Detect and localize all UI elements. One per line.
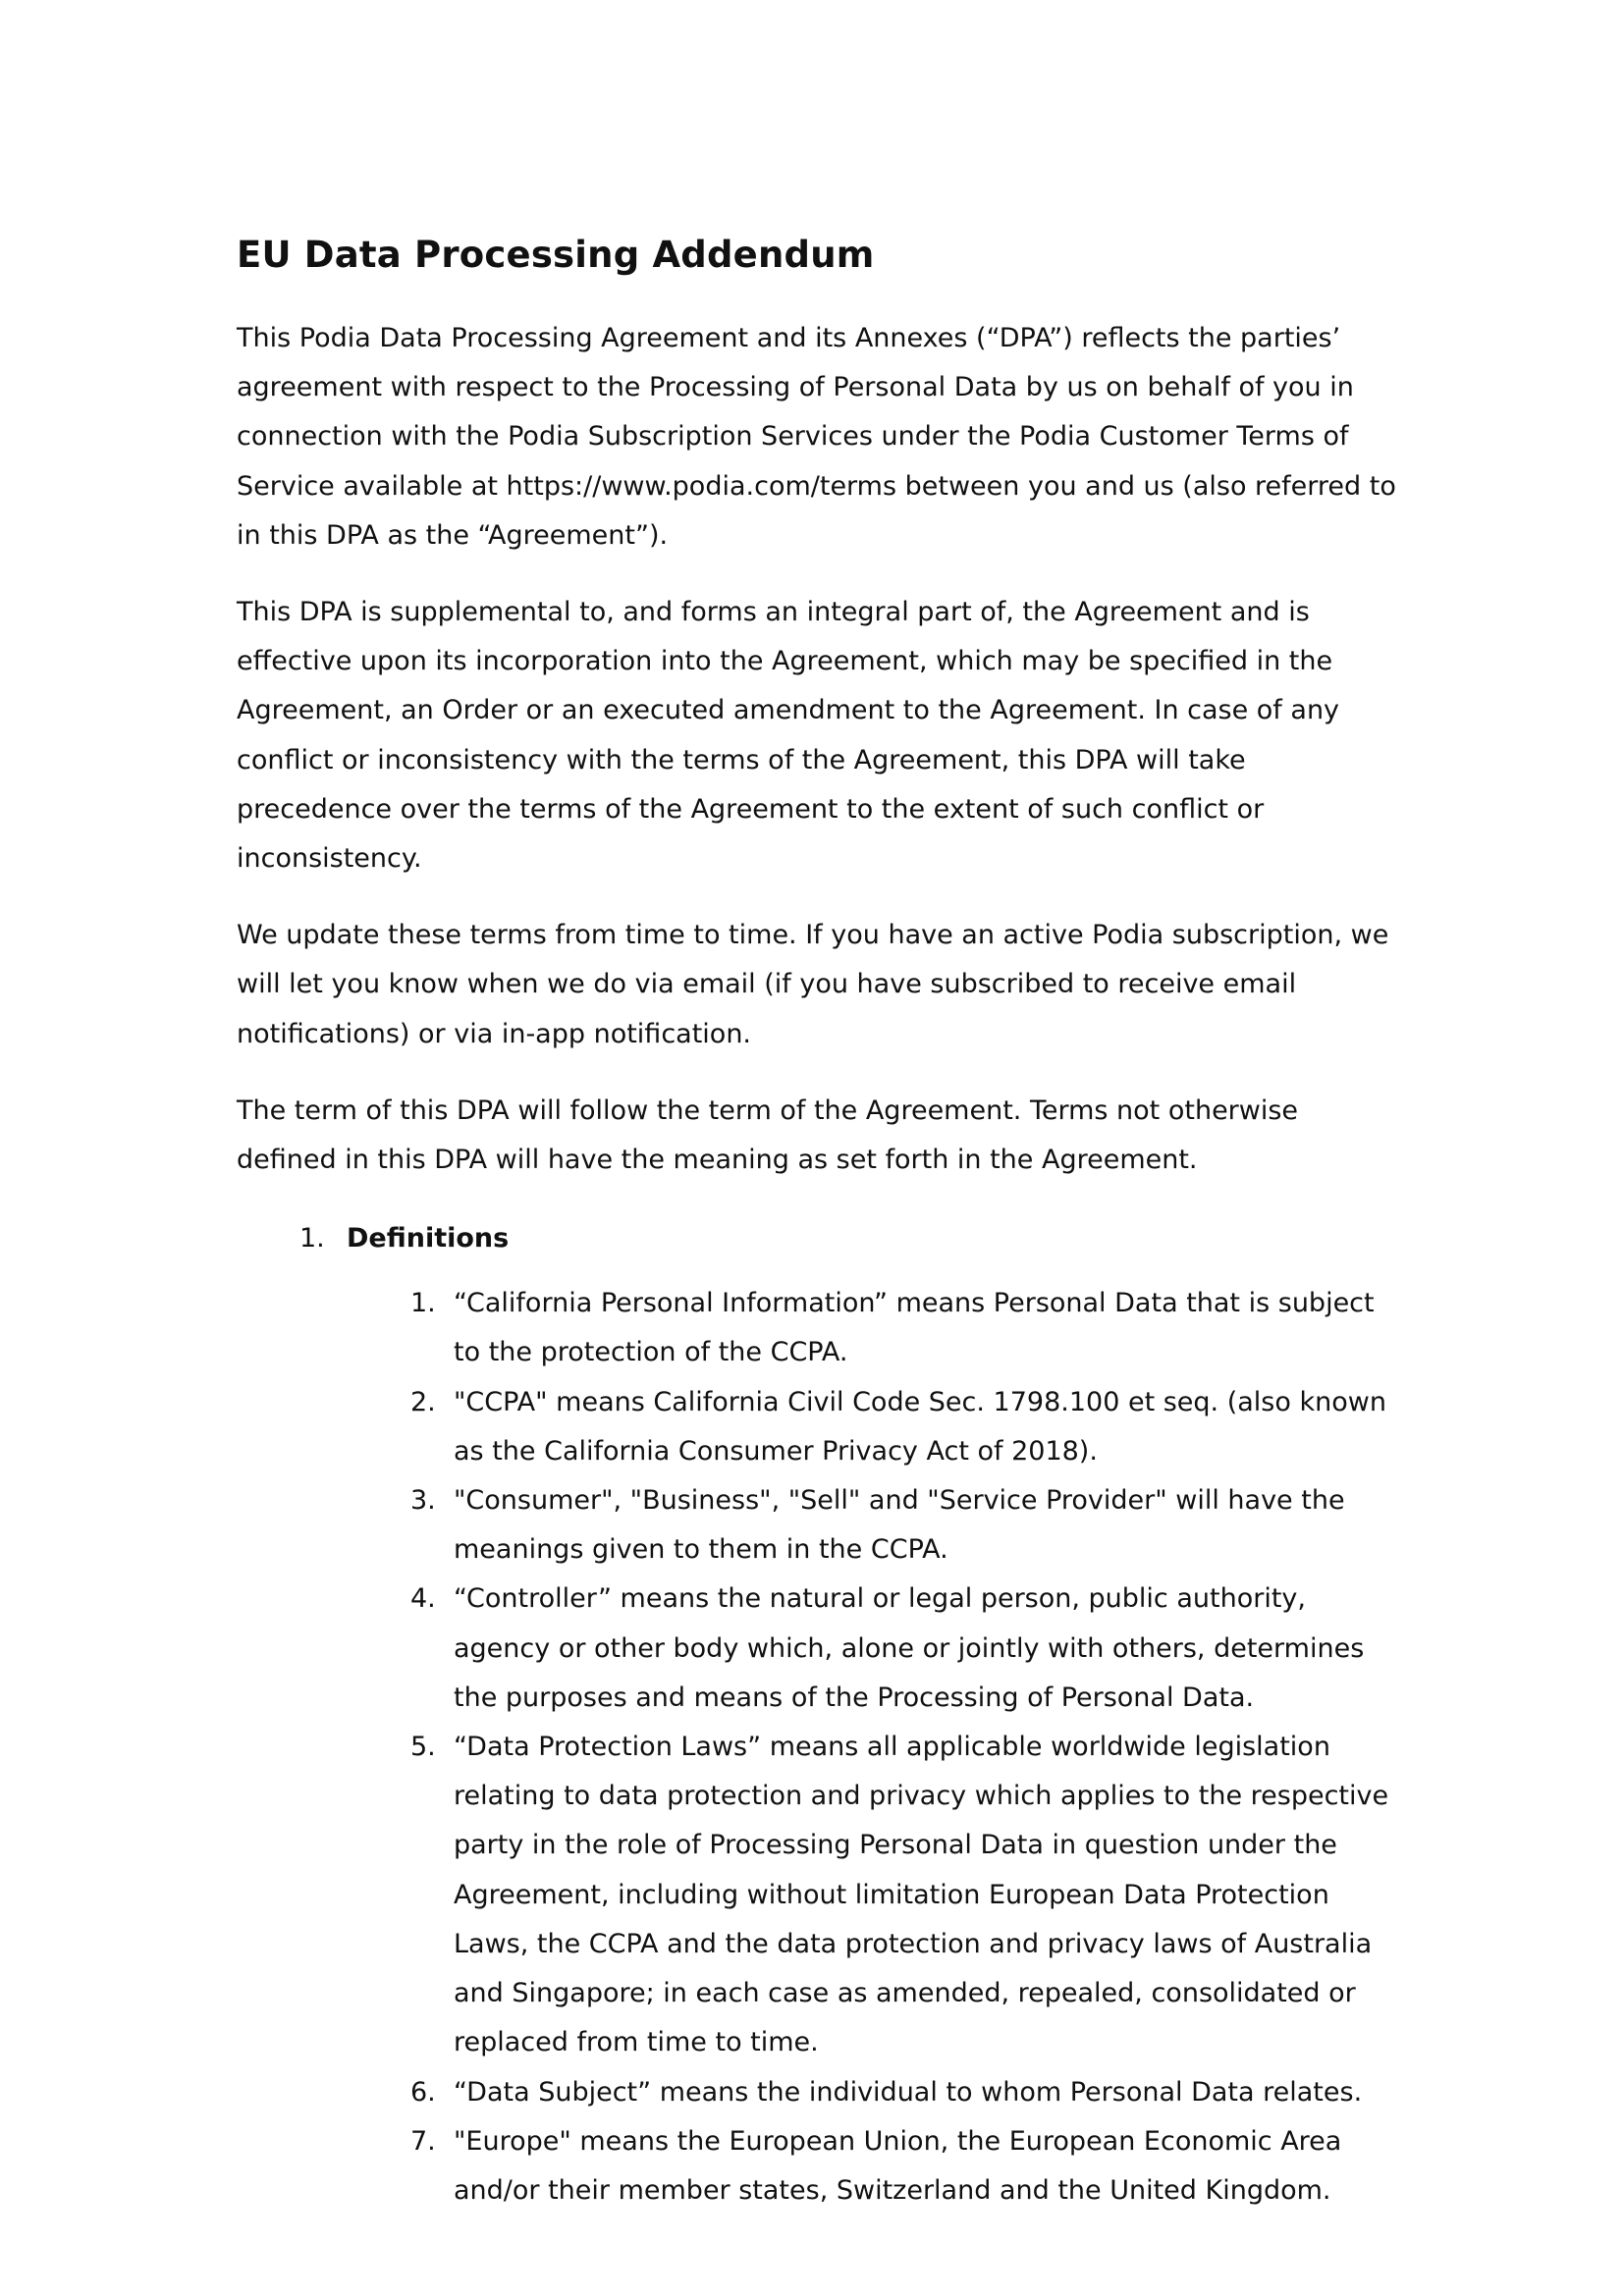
list-item-text: "Europe" means the European Union, the European Economic Area and/or their member states, Switzerland and the United Kingdom. — [454, 2125, 1342, 2206]
list-item-number: 1. — [410, 1288, 436, 1319]
list-item-text: "CCPA" means California Civil Code Sec. 1798.100 et seq. (also known as the California Consumer Privacy Act of 2018). — [454, 1386, 1386, 1467]
list-item-text: "Consumer", "Business", "Sell" and "Service Provider" will have the meanings given to them in the CCPA. — [454, 1485, 1345, 1566]
supplemental-paragraph: This DPA is supplemental to, and forms an integral part of, the Agreement and is effective upon its incorporation into the Agreement, which may be specified in the Agreement, an Order or an executed amendment to the Agreement. In case of any conflict or inconsistency with the terms of the Agreement, this DPA will take precedence over the terms of the Agreement to the extent of such conflict or inconsistency. — [237, 597, 1340, 875]
list-item — [410, 2117, 1405, 2216]
list-item-text: “Data Subject” means the individual to whom Personal Data relates. — [454, 2076, 1363, 2108]
list-item-number: 6. — [410, 2076, 436, 2108]
list-item-number: 3. — [410, 1485, 436, 1517]
definitions-section — [237, 1214, 1405, 2216]
term-paragraph: The term of this DPA will follow the term of the Agreement. Terms not otherwise defined in this DPA will have the meaning as set forth in the Agreement. — [237, 1095, 1299, 1176]
list-item — [410, 1279, 1405, 1377]
section-number: 1. — [299, 1223, 325, 1255]
list-item-number: 7. — [410, 2125, 436, 2157]
list-item — [410, 1476, 1405, 1575]
section-heading — [299, 1214, 1405, 1263]
list-item-number: 4. — [410, 1583, 436, 1615]
list-item-text: “Data Protection Laws” means all applicable worldwide legislation relating to data protection and privacy which applies to the respective party in the role of Processing Personal Data in question under the Agreement, including without limitation European Data Protection Laws, the CCPA and the data protection and privacy laws of Australia and Singapore; in each case as amended, repealed, consolidated or replaced from time to time. — [454, 1732, 1389, 2058]
list-item — [410, 1378, 1405, 1476]
list-item-number: 2. — [410, 1386, 436, 1417]
document-page — [237, 228, 1405, 2216]
section-title: Definitions — [347, 1223, 510, 1255]
list-item — [410, 1575, 1405, 1723]
list-item-number: 5. — [410, 1732, 436, 1763]
definitions-list — [237, 1279, 1405, 2216]
list-item — [410, 2068, 1405, 2117]
updates-paragraph: We update these terms from time to time. If you have an active Podia subscription, we will let you know when we do via email (if you have subscribed to receive email notifications) or via in-app notification. — [237, 920, 1389, 1049]
intro-paragraph: This Podia Data Processing Agreement and its Annexes (“DPA”) reflects the parties’ agreement with respect to the Processing of Personal Data by us on behalf of you in connection with the Podia Subscription Services under the Podia Customer Terms of Service available at https://www.podia.com/terms between you and us (also referred to in this DPA as the “Agreement”). — [237, 323, 1396, 551]
list-item-text: “California Personal Information” means Personal Data that is subject to the protection of the CCPA. — [454, 1288, 1375, 1368]
document-title: EU Data Processing Addendum — [237, 234, 875, 276]
list-item — [410, 1723, 1405, 2067]
list-item-text: “Controller” means the natural or legal person, public authority, agency or other body which, alone or jointly with others, determines the purposes and means of the Processing of Personal Data. — [454, 1583, 1365, 1713]
